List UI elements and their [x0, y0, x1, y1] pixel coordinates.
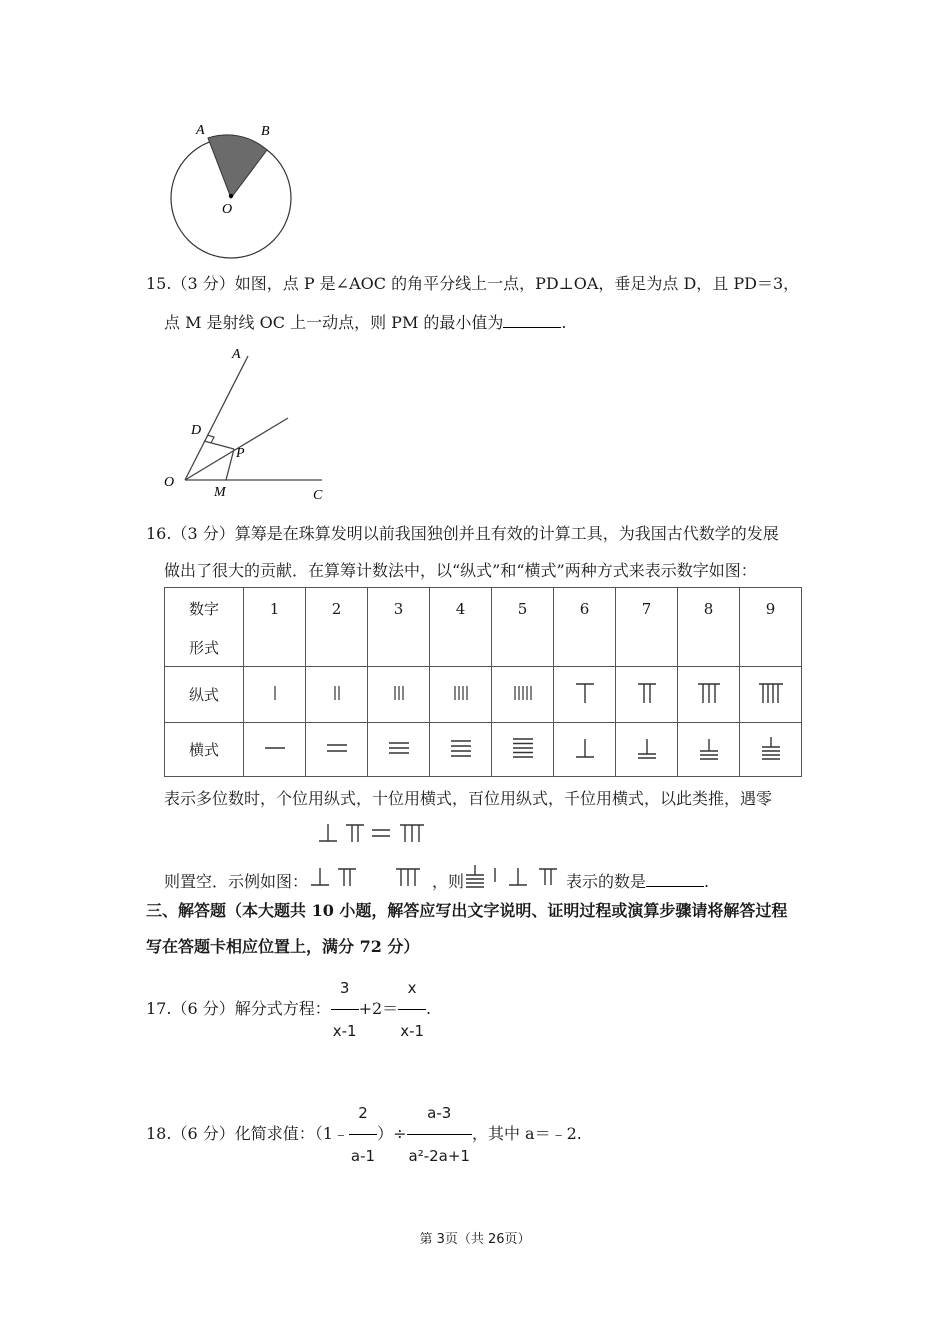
- rod-cell: [306, 723, 368, 777]
- q18-div: ）÷: [377, 1124, 407, 1143]
- horizontal-rod-8: [694, 735, 724, 761]
- angle-figure: [158, 344, 338, 506]
- rod-cell: [616, 723, 678, 777]
- q16-line2: [164, 561, 757, 581]
- label-m: M: [214, 485, 226, 500]
- q16-score: （3 分）: [171, 524, 235, 543]
- q17-number: 17.: [146, 999, 172, 1018]
- q16-answer-blank[interactable]: [646, 872, 704, 887]
- horizontal-rod-3: [384, 737, 414, 759]
- segment-pd: [204, 441, 234, 449]
- rod-cell: [678, 667, 740, 723]
- label-o: O: [222, 202, 233, 217]
- center-point: [229, 194, 233, 198]
- rod-cell: [678, 723, 740, 777]
- vertical-rod-8: [694, 681, 724, 705]
- digit-cell: 9: [740, 588, 802, 667]
- q15-line1: [146, 274, 799, 294]
- rod-cell: [430, 667, 492, 723]
- horizontal-rod-1: [260, 737, 290, 759]
- rod-example-top: [316, 820, 431, 846]
- rod-cell: [740, 723, 802, 777]
- digit-cell: 8: [678, 588, 740, 667]
- vertical-rod-7: [632, 681, 662, 705]
- horizontal-rod-6: [570, 735, 600, 761]
- q18-frac1-num: 2: [358, 1104, 368, 1122]
- q18-frac2-den: a²-2a+1: [407, 1134, 472, 1176]
- horizontal-rod-4: [446, 737, 476, 759]
- q17-text: 解分式方程：: [234, 999, 331, 1018]
- rod-example-bottom: [308, 866, 432, 890]
- q16-text-line4-post: 表示的数是: [566, 872, 647, 891]
- horizontal-rod-9: [756, 734, 786, 762]
- q16-period: .: [704, 872, 710, 891]
- q17-frac1-num: 3: [339, 979, 350, 997]
- q16-text-line4-pre: 则置空．示例如图：: [164, 872, 309, 891]
- q17-frac1-den: x-1: [331, 1009, 359, 1051]
- rod-cell: [244, 667, 306, 723]
- vertical-rod-5: [508, 684, 538, 702]
- q18-number: 18.: [146, 1124, 172, 1143]
- rod-cell: [368, 667, 430, 723]
- q17-frac2-num: x: [407, 979, 417, 997]
- q16-line1: [146, 524, 779, 544]
- digit-cell: 3: [368, 588, 430, 667]
- label-b: B: [261, 124, 270, 139]
- q18-fraction-1: [349, 1093, 377, 1176]
- rod-cell: [368, 723, 430, 777]
- label-d: D: [191, 423, 202, 438]
- header-line2: 形式: [188, 639, 219, 657]
- q16-text-line1: 算筹是在珠算发明以前我国独创并且有效的计算工具，为我国古代数学的发展: [234, 524, 779, 543]
- vertical-rod-9: [756, 681, 786, 705]
- q17-frac2-den: x-1: [398, 1009, 426, 1051]
- vertical-rod-6: [570, 681, 600, 705]
- shaded-sector: [208, 135, 267, 198]
- q18-score: （6 分）: [171, 1124, 235, 1143]
- label-c: C: [313, 488, 323, 503]
- q17-score: （6 分）: [171, 999, 235, 1018]
- q15-line2: [164, 313, 567, 333]
- q17-fraction-2: [398, 968, 426, 1051]
- horizontal-rod-7: [632, 735, 662, 761]
- q16-text-line4-mid: ，则: [432, 872, 465, 891]
- digit-cell: 5: [492, 588, 554, 667]
- row-label-horizontal: 横式: [165, 723, 244, 777]
- rod-cell: [306, 667, 368, 723]
- page-footer: 第 3页（共 26页）: [419, 1232, 531, 1247]
- vertical-rod-2: [322, 684, 352, 702]
- rod-cell: [740, 667, 802, 723]
- q18-fraction-2: [407, 1093, 472, 1176]
- header-cell: [165, 588, 244, 667]
- rod-cell: [244, 723, 306, 777]
- rod-cell: [492, 667, 554, 723]
- q16-text-line3: 表示多位数时，个位用纵式，十位用横式，百位用纵式，千位用横式，以此类推，遇零: [164, 789, 773, 808]
- q18-frac2-num: a-3: [427, 1104, 452, 1122]
- section3-heading-line1: 三、解答题（本大题共 10 小题，解答应写出文字说明、证明过程或演算步骤请将解答过程: [146, 901, 788, 920]
- rod-question: [464, 864, 566, 890]
- q17: [146, 968, 431, 1051]
- digit-cell: 4: [430, 588, 492, 667]
- q17-plus: +2＝: [358, 999, 399, 1018]
- sector-figure: [160, 118, 305, 263]
- q15-answer-blank[interactable]: [503, 313, 561, 328]
- q16-text-line2: 做出了很大的贡献．在算筹计数法中，以“纵式”和“横式”两种方式来表示数字如图：: [164, 561, 757, 580]
- q18-tail: ，其中 a＝﹣2.: [471, 1124, 582, 1143]
- q15-text-line2: 点 M 是射线 OC 上一动点，则 PM 的最小值为: [164, 313, 504, 332]
- counting-rod-table: [164, 587, 802, 777]
- digit-cell: 7: [616, 588, 678, 667]
- q18-frac1-den: a-1: [349, 1134, 377, 1176]
- q18: [146, 1093, 582, 1176]
- q16-line3: [164, 789, 772, 809]
- digit-cell: 2: [306, 588, 368, 667]
- q16-line4: [164, 864, 709, 892]
- q15-period: .: [561, 313, 567, 332]
- q15-score: （3 分）: [171, 274, 235, 293]
- horizontal-rod-2: [322, 737, 352, 759]
- digit-cell: 1: [244, 588, 306, 667]
- rod-cell: [554, 723, 616, 777]
- section3-heading-line2: 写在答题卡相应位置上，满分 72 分）: [146, 937, 420, 956]
- row-label-vertical: 纵式: [165, 667, 244, 723]
- rod-cell: [430, 723, 492, 777]
- q17-end: .: [426, 999, 432, 1018]
- q18-text: 化简求值：（1﹣: [234, 1124, 349, 1143]
- table-row-vertical: [165, 667, 802, 723]
- rod-cell: [492, 723, 554, 777]
- q15-text-line1: 如图，点 P 是∠AOC 的角平分线上一点，PD⊥OA，垂足为点 D，且 PD＝3，: [234, 274, 800, 293]
- label-p: P: [236, 446, 245, 461]
- header-line1: 数字: [188, 600, 219, 618]
- table-row-horizontal: [165, 723, 802, 777]
- q16-number: 16.: [146, 524, 172, 543]
- rod-cell: [554, 667, 616, 723]
- horizontal-rod-5: [508, 737, 538, 759]
- vertical-rod-4: [446, 684, 476, 702]
- vertical-rod-3: [384, 684, 414, 702]
- table-row-digits: [165, 588, 802, 667]
- digit-cell: 6: [554, 588, 616, 667]
- vertical-rod-1: [260, 684, 290, 702]
- label-a: A: [196, 123, 205, 138]
- label-a: A: [232, 347, 241, 362]
- label-o: O: [164, 475, 175, 490]
- q17-fraction-1: [331, 968, 359, 1051]
- q15-number: 15.: [146, 274, 172, 293]
- rod-cell: [616, 667, 678, 723]
